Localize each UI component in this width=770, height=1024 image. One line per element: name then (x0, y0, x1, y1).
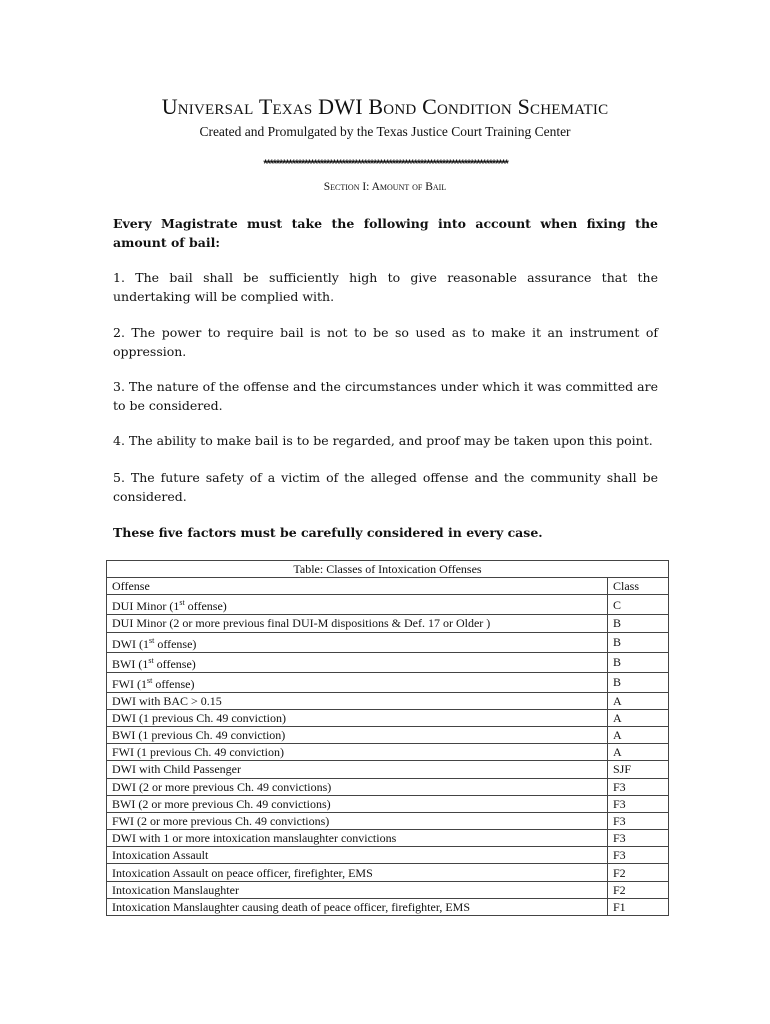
ordinal-suffix: st (147, 675, 153, 685)
factor-1: 1. The bail shall be sufficiently high to give reasonable assurance that the undertaking will be complied with. (113, 270, 658, 304)
asterisk-divider: ****************************************************************************** (263, 158, 508, 170)
offense-text: FWI (2 or more previous Ch. 49 convictions) (112, 813, 330, 828)
closing-statement: These five factors must be carefully considered in every case. (113, 525, 543, 540)
offense-text: DWI with 1 or more intoxication manslaughter convictions (112, 831, 397, 846)
table-row (107, 692, 669, 709)
offense-text: Intoxication Manslaughter causing death of peace officer, firefighter, EMS (112, 899, 471, 914)
class-cell: F3 (608, 795, 669, 812)
factor-2: 2. The power to require bail is not to be so used as to make it an instrument of oppression. (113, 325, 658, 359)
table-row (107, 632, 669, 652)
offense-cell (107, 672, 608, 692)
class-cell: F3 (608, 812, 669, 829)
table-row (107, 795, 669, 812)
class-cell: SJF (608, 761, 669, 778)
offense-text: DUI Minor (1 (112, 599, 180, 614)
offenses-table (106, 560, 669, 916)
header-class: Class (608, 578, 669, 595)
factor-4: 4. The ability to make bail is to be regarded, and proof may be taken upon this point. (113, 433, 653, 448)
header-offense: Offense (107, 578, 608, 595)
class-cell: F3 (608, 847, 669, 864)
class-cell: F3 (608, 778, 669, 795)
section-heading: Section I: Amount of Bail (323, 181, 447, 193)
table-caption: Table: Classes of Intoxication Offenses (107, 561, 669, 578)
class-cell: F3 (608, 830, 669, 847)
offense-text-suffix: offense) (154, 636, 197, 651)
offense-text: BWI (1 (112, 656, 149, 671)
intro-paragraph: Every Magistrate must take the following into account when fixing the amount of bail: (113, 216, 658, 250)
class-cell: B (608, 672, 669, 692)
offense-text: DWI with BAC > 0.15 (112, 693, 222, 708)
factor-5: 5. The future safety of a victim of the alleged offense and the community shall be considered. (113, 470, 658, 504)
class-cell: A (608, 692, 669, 709)
offense-text: Intoxication Assault on peace officer, firefighter, EMS (112, 865, 373, 880)
offense-text: DWI (1 previous Ch. 49 conviction) (112, 710, 286, 725)
class-cell: C (608, 595, 669, 615)
offense-cell (107, 898, 608, 915)
table-row (107, 726, 669, 743)
offense-cell (107, 795, 608, 812)
class-cell: A (608, 726, 669, 743)
ordinal-suffix: st (179, 598, 185, 608)
offense-cell (107, 744, 608, 761)
class-cell: A (608, 709, 669, 726)
offense-text-suffix: offense) (153, 656, 196, 671)
class-cell: B (608, 652, 669, 672)
offense-text: DWI with Child Passenger (112, 762, 241, 777)
class-cell: F2 (608, 881, 669, 898)
table-row (107, 709, 669, 726)
class-cell: F1 (608, 898, 669, 915)
document-title: Universal Texas DWI Bond Condition Schematic (161, 94, 609, 119)
table-row (107, 672, 669, 692)
offense-text: BWI (1 previous Ch. 49 conviction) (112, 728, 286, 743)
table-row (107, 830, 669, 847)
offense-cell (107, 881, 608, 898)
offense-cell (107, 692, 608, 709)
offense-cell (107, 761, 608, 778)
offense-cell (107, 847, 608, 864)
table-header-row (107, 578, 669, 595)
class-cell: B (608, 615, 669, 632)
table-row (107, 761, 669, 778)
factor-3: 3. The nature of the offense and the circumstances under which it was committed are to be considered. (113, 379, 658, 413)
offense-text: DWI (1 (112, 636, 149, 651)
table-row (107, 864, 669, 881)
table-body (107, 595, 669, 916)
table-row (107, 778, 669, 795)
table-row (107, 615, 669, 632)
offense-cell (107, 615, 608, 632)
offense-text: BWI (2 or more previous Ch. 49 convictions) (112, 796, 331, 811)
offense-text: DWI (2 or more previous Ch. 49 convictions) (112, 779, 332, 794)
offense-text-suffix: offense) (152, 676, 195, 691)
table-row (107, 595, 669, 615)
offense-text: FWI (1 (112, 676, 147, 691)
offense-cell (107, 652, 608, 672)
table-row (107, 652, 669, 672)
table-caption-row (107, 561, 669, 578)
offense-text: Intoxication Assault (112, 848, 209, 863)
offense-text: FWI (1 previous Ch. 49 conviction) (112, 745, 284, 760)
table-row (107, 898, 669, 915)
ordinal-suffix: st (148, 655, 154, 665)
ordinal-suffix: st (148, 635, 155, 645)
offense-text-suffix: offense) (184, 599, 227, 614)
offense-cell (107, 726, 608, 743)
class-cell: F2 (608, 864, 669, 881)
offense-cell (107, 632, 608, 652)
table-row (107, 881, 669, 898)
offense-text: Intoxication Manslaughter (112, 882, 239, 897)
offense-cell (107, 709, 608, 726)
offense-cell (107, 812, 608, 829)
document-subtitle: Created and Promulgated by the Texas Justice Court Training Center (199, 124, 571, 139)
offense-cell (107, 830, 608, 847)
class-cell: A (608, 744, 669, 761)
offense-cell (107, 778, 608, 795)
class-cell: B (608, 632, 669, 652)
offense-cell (107, 864, 608, 881)
table-row (107, 847, 669, 864)
table-row (107, 812, 669, 829)
offense-text: DUI Minor (2 or more previous final DUI-M dispositions & Def. 17 or Older ) (112, 616, 491, 631)
table-row (107, 744, 669, 761)
offense-cell (107, 595, 608, 615)
